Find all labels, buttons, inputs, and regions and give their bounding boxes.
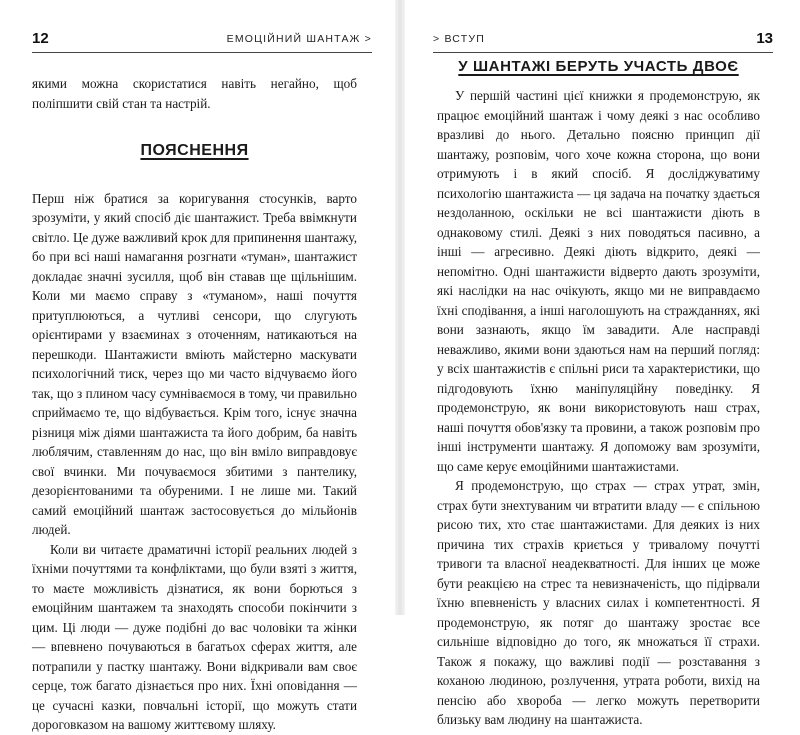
left-running-head [32, 30, 372, 50]
left-page-number: 12 [32, 30, 49, 47]
left-book-title: ЕМОЦІЙНИЙ ШАНТАЖ > [226, 33, 372, 45]
left-paragraph-3: Коли ви читаєте драматичні історії реальних людей з їхніми почуттями та конфліктами, що були взяті з життя, то маєте можливість дізнатися, як вони борються з емоційним шантажем та знаходять способи покінчити з цим. Ці люди — дуже подібні до вас чоловіки та жінки — впевнено почуваються в багатьох сферах життя, але потрапили у пастку шантажу. Вони відкривали вам своє серце, тож багато дізнається про них. Їхні оповідання — це сучасні казки, повчальні історії, що можуть стати дороговказом на вашому життєвому шляху. [32, 541, 357, 732]
right-paragraph-1: У першій частині цієї книжки я продемонструю, як працює емоційний шантаж і чому деякі з нас особливо вразливі до нього. Детально поясню принцип дії шантажу, розповім, чого хоче кожна сторона, що вони отримують і в який спосіб. Я досліджуватиму психологію шантажиста — ця задача на початку здається нездоланною, оскільки не всі шантажисти діють в однаковому стилі. Деякі з них поводяться пасивно, а інші — агресивно. Деякі діють відкрито, деякі — непомітно. Одні шантажисти відверто дають зрозуміти, які наслідки на нас очікують, якщо ми не виправдаємо їхні сподівання, а інші наголошують на стражданнях, які вони зазнають, якщо їм завадити. Але насправді неважливо, якими вони здаються нам на перший погляд: у всіх шантажистів є спільні риси та характеристики, що підгодовують їхню маніпуляційну поведінку. Я продемонструю, як вони використовують наш страх, наші почуття обов'язку та провини, а також розповім про інші інструменти шантажу. Я допоможу вам зрозуміти, що саме керує емоційними шантажистами. [437, 88, 760, 474]
right-paragraph-2: Я продемонструю, що страх — страх утрат, змін, страх бути знехтуваним чи втратити владу — є спільною рисою тих, хто стає шантажистами. Для деяких із них причина тих страхів криється у тривалому почутті тривоги та власної неадекватності. Для інших це може бути реакцією на стрес та невизначеність, що підірвали їхню впевненість у власних силах і компетентності. Я продемонструю, як потяг до шантажу зростає все сильніше відповідно до того, як множаться її страхи. Також я покажу, що важливі події — розставання з коханою людиною, розлучення, утрата роботи, вихід на пенсію або хвороба — легко можуть перетворити близьку вам людину на шантажиста. [437, 478, 760, 727]
left-head-rule [32, 52, 372, 53]
left-paragraph-2: Перш ніж братися за коригування стосунків, варто зрозуміти, у який спосіб діє шантажист. Треба ввімкнути світло. Це дуже важливий крок для припинення шантажу, бо при всі наші намагання розгнати «туман», шантажист докладає значні зусилля, щоб він ставав ще щільнішим. Коли ми маємо справу з «туманом», наші почуття притуплюються, а чутливі сенсори, що слугують орієнтирами у взаєминах з оточенням, натикаються на перешкоди. Шантажисти вміють майстерно маскувати психологічний тиск, через що ми часто відчуваємо його так, що з плином часу сумніваємося в тому, чи правильно сприймаємо те, що відбувається. Крім того, існує значна різниця між діями шантажиста та його добрим, ба навіть люблячим, ставленням до нас, що він вміло виправдовує свої вчинки. Ми почуваємося збитими з пантелику, дезорієнтованими та обуреними. І не лише ми. Такий самий емоційний шантаж застосовується до мільйонів людей. [32, 190, 357, 537]
right-page [405, 0, 800, 727]
right-page-number: 13 [756, 30, 773, 47]
left-paragraph-1: якими можна скористатися навіть негайно, щоб поліпшити свій стан та настрій. [32, 76, 357, 111]
book-gutter [395, 0, 405, 615]
left-page [0, 0, 395, 732]
chapter-heading: У ШАНТАЖІ БЕРУТЬ УЧАСТЬ ДВОЄ [458, 58, 739, 75]
right-running-head [433, 30, 773, 50]
right-head-rule [433, 52, 773, 53]
right-body-text [437, 86, 760, 730]
left-body-text [32, 74, 357, 735]
section-heading: ПОЯСНЕННЯ [140, 142, 249, 159]
right-chapter-title: > ВСТУП [433, 33, 485, 45]
